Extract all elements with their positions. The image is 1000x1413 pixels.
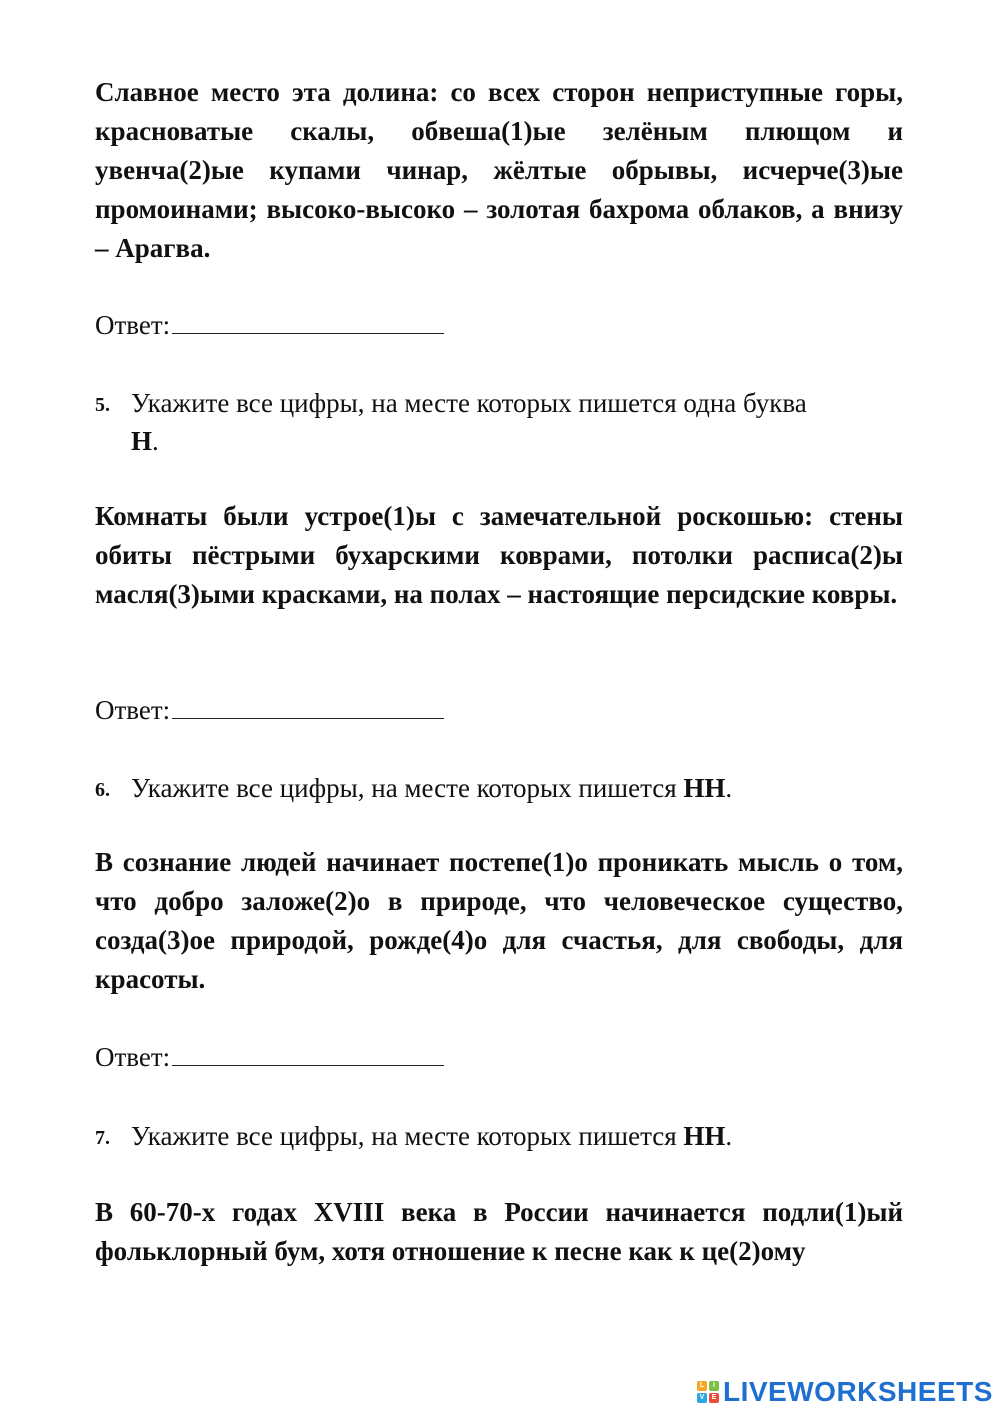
- answer-row-3: [95, 1040, 444, 1074]
- answer-label: Ответ:: [95, 310, 171, 340]
- passage-3: В сознание людей начинает постепе(1)о проникать мысль о том, что добро заложе(2)о в природе, что человеческое существо, созда(3)ое природой, рожде(4)о для счастья, для свободы, для красоты.: [95, 847, 903, 994]
- answer-blank-3[interactable]: [172, 1065, 444, 1066]
- passage-2: Комнаты были устрое(1)ы с замечательной роскошью: стены обиты пёстрыми бухарскими коврами, потолки расписа(2)ы масля(3)ыми красками, на полах – настоящие персидские ковры.: [95, 501, 903, 609]
- logo-mark-icon: L I V E: [697, 1381, 719, 1403]
- question-5: [95, 384, 905, 460]
- question-number: 5.: [95, 394, 110, 416]
- answer-row-1: [95, 308, 444, 342]
- question-number: 6.: [95, 779, 110, 801]
- answer-blank-2[interactable]: [172, 718, 444, 719]
- liveworksheets-logo: [697, 1376, 993, 1408]
- question-6: [95, 769, 905, 807]
- passage-1: Славное место эта долина: со всех сторон неприступные горы, красноватые скалы, обвеша(1)ые зелёным плющом и увенча(2)ые купами чинар, жёлтые обрывы, исчерче(3)ые промоинами; высоко-высоко – золотая бахрома облаков, а внизу – Арагва.: [95, 77, 903, 263]
- question-text: Укажите все цифры, на месте которых пишется одна буква Н.: [131, 388, 807, 456]
- answer-label: Ответ:: [95, 1042, 171, 1072]
- logo-text: LIVEWORKSHEETS: [723, 1376, 993, 1407]
- question-text: Укажите все цифры, на месте которых пишется НН.: [131, 1121, 733, 1151]
- question-text: Укажите все цифры, на месте которых пишется НН.: [131, 773, 733, 803]
- answer-row-2: [95, 693, 444, 727]
- answer-blank-1[interactable]: [172, 333, 444, 334]
- question-number: 7.: [95, 1127, 110, 1149]
- passage-4: В 60-70-х годах XVIII века в России начинается подли(1)ый фольклорный бум, хотя отношение к песне как к це(2)ому: [95, 1197, 903, 1266]
- answer-label: Ответ:: [95, 695, 171, 725]
- question-7: [95, 1117, 905, 1155]
